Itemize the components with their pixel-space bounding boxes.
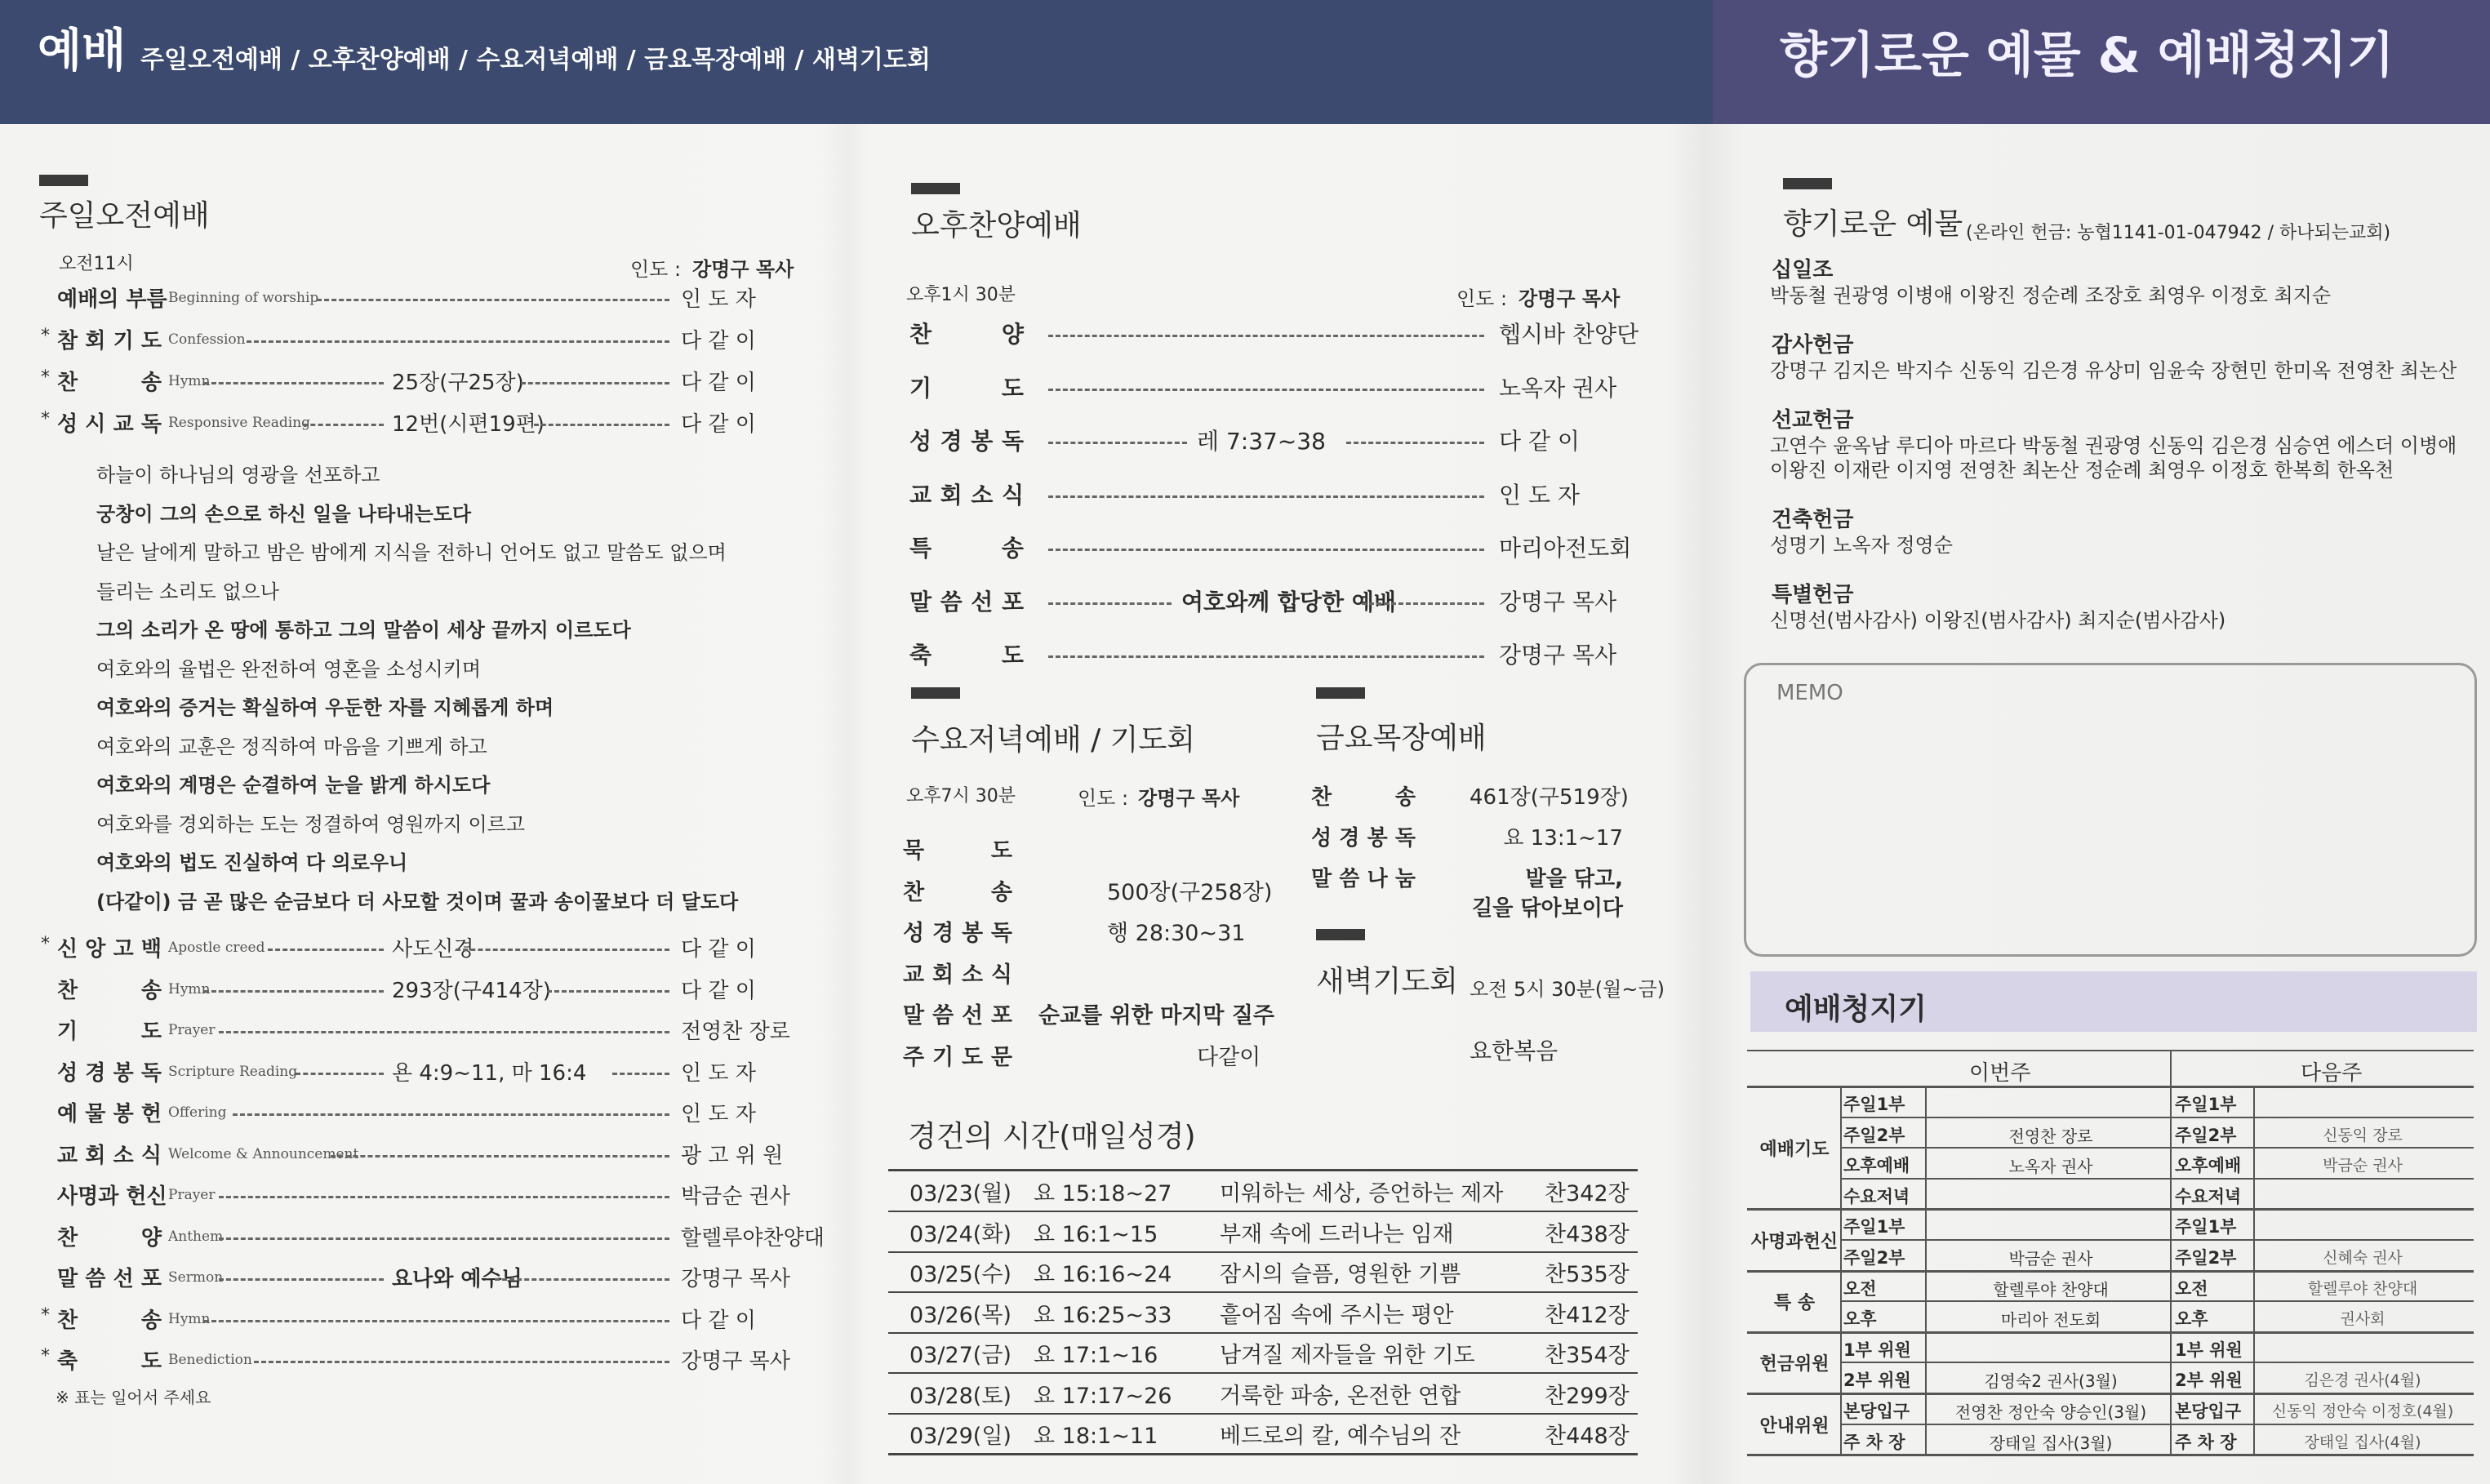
table-rule (1747, 1331, 2474, 1334)
footnote: ※ 표는 일어서 주세요 (56, 1388, 211, 1407)
order-label: 성 경 봉 독 (57, 1060, 162, 1086)
order-label: 기 도 (57, 1020, 162, 1044)
order-label: 교 회 소 식 (909, 481, 1024, 509)
order-person: 인 도 자 (681, 1060, 756, 1086)
memo-box[interactable] (1744, 663, 2477, 957)
table-rule (888, 1332, 1638, 1334)
offering-group-name: 감사헌금 (1772, 333, 1854, 358)
order-label: 성 경 봉 독 (1311, 826, 1416, 851)
steward-next-week: 권사회 (2340, 1310, 2386, 1329)
reading-line: 하늘이 하나님의 영광을 선포하고 (96, 464, 380, 487)
steward-slot: 본당입구 (2175, 1402, 2242, 1421)
order-label: 축 도 (909, 642, 1024, 669)
table-rule (888, 1372, 1638, 1374)
order-label: 주 기 도 문 (903, 1044, 1012, 1070)
steward-next-week: 박금순 권사 (2323, 1157, 2403, 1175)
table-rule (1747, 1208, 2474, 1211)
offering-names: 고연수 윤옥남 루디아 마르다 박동철 권광영 신동익 김은경 심승연 에스더 이병애 (1770, 434, 2457, 457)
order-person: 다 같 이 (681, 978, 756, 1003)
devotion-hymn: 찬412장 (1545, 1302, 1630, 1328)
devotion-hymn: 찬354장 (1545, 1343, 1630, 1368)
star-mark: * (41, 1346, 50, 1366)
reading-line: 여호와의 법도 진실하여 다 의로우니 (96, 851, 408, 874)
steward-slot: 주일1부 (2175, 1217, 2237, 1237)
order-english: Prayer (168, 1187, 216, 1203)
order-label: 축 도 (57, 1349, 162, 1374)
steward-slot: 주일2부 (2175, 1248, 2237, 1268)
leader-dots (296, 1073, 384, 1075)
table-rule (1747, 1270, 2474, 1273)
star-mark: * (41, 409, 50, 429)
table-rule-vertical (2170, 1050, 2172, 1086)
order-detail: 25장(구25장) (392, 371, 524, 395)
offering-names: 성명기 노옥자 정영순 (1770, 534, 1953, 557)
steward-slot: 주 차 장 (1843, 1432, 1905, 1452)
order-detail: 순교를 위한 마지막 질주 (1038, 1003, 1275, 1029)
table-rule (1840, 1117, 2474, 1118)
wednesday-time: 오후7시 30분 (906, 786, 1016, 806)
steward-this-week: 노옥자 권사 (2008, 1157, 2093, 1177)
section-bar (911, 687, 960, 699)
steward-slot: 2부 위원 (2175, 1371, 2243, 1391)
sunday-time: 오전11시 (59, 254, 134, 274)
reading-line: 여호와의 교훈은 정직하여 마음을 기쁘게 하고 (96, 735, 487, 758)
leader-dots (219, 1278, 384, 1281)
steward-group-name: 헌금위원 (1759, 1354, 1830, 1375)
order-label: 묵 도 (903, 838, 1012, 864)
order-label: 찬 양 (909, 321, 1024, 348)
order-detail: 여호와께 합당한 예배 (1181, 588, 1396, 615)
steward-next-week: 장태일 집사(4월) (2304, 1433, 2421, 1451)
steward-this-week: 전영찬 정안숙 양승인(3월) (1954, 1402, 2147, 1422)
leader-dots (204, 382, 384, 384)
reading-line: 그의 소리가 온 땅에 통하고 그의 말씀이 세상 끝까지 이르도다 (96, 619, 631, 642)
order-label: 말 씀 선 포 (903, 1003, 1012, 1029)
order-label: 예배의 부름 (57, 287, 167, 312)
steward-slot: 오후예배 (1843, 1156, 1910, 1176)
sunday-leader-label: 인도 : (630, 258, 682, 281)
leader-dots (219, 1237, 669, 1240)
devotion-ref: 요 18:1~11 (1034, 1424, 1158, 1449)
order-person: 다 같 이 (681, 371, 756, 395)
friday-title: 금요목장예배 (1316, 722, 1487, 755)
order-label: 성 시 교 독 (57, 412, 162, 437)
wednesday-leader: 강명구 목사 (1138, 787, 1240, 810)
devotion-ref: 요 17:17~26 (1034, 1383, 1172, 1409)
order-detail-2: 길을 닦아보이다 (1472, 896, 1623, 921)
leader-dots (1048, 655, 1484, 658)
leader-dots (612, 1073, 669, 1075)
afternoon-title: 오후찬양예배 (911, 209, 1082, 242)
devotion-date: 03/24(화) (909, 1221, 1012, 1247)
devotion-date: 03/25(수) (909, 1262, 1012, 1287)
devotion-date: 03/28(토) (909, 1383, 1012, 1409)
steward-this-week: 박금순 권사 (2008, 1249, 2093, 1269)
leader-dots (1048, 495, 1484, 498)
leader-dots (534, 424, 669, 426)
order-detail: 발을 닦고, (1525, 867, 1623, 891)
steward-next-week: 김은경 권사(4월) (2304, 1371, 2421, 1390)
order-english: Prayer (168, 1022, 216, 1038)
leader-dots (317, 299, 669, 301)
order-english: Responsive Reading (168, 415, 311, 431)
order-english: Hymn (168, 1310, 211, 1327)
leader-dots (219, 1031, 669, 1033)
order-detail: 12번(시편19편) (392, 412, 545, 437)
order-english: Scripture Reading (168, 1063, 298, 1080)
order-english: Benediction (168, 1352, 252, 1368)
order-detail: 요 13:1~17 (1503, 826, 1623, 851)
order-detail: 레 7:37~38 (1197, 428, 1326, 455)
star-mark: * (41, 367, 50, 388)
memo-label: MEMO (1776, 681, 1843, 705)
star-mark: * (41, 934, 50, 954)
leader-dots (495, 1278, 669, 1281)
afternoon-leader-label: 인도 : (1456, 287, 1508, 310)
steward-this-week: 김영숙2 권사(3월) (1984, 1371, 2118, 1392)
leader-dots (268, 949, 384, 951)
sunday-leader: 강명구 목사 (692, 258, 794, 281)
leader-dots (247, 340, 669, 343)
offering-group-name: 특별헌금 (1772, 583, 1854, 607)
table-rule (888, 1413, 1638, 1415)
wednesday-title: 수요저녁예배 / 기도회 (911, 723, 1195, 757)
order-label: 찬 양 (57, 1225, 162, 1251)
order-person: 인 도 자 (681, 287, 756, 312)
steward-group-name: 예배기도 (1759, 1140, 1830, 1161)
steward-slot: 1부 위원 (2175, 1340, 2243, 1360)
devotion-date: 03/27(금) (909, 1343, 1012, 1368)
leader-dots (1048, 442, 1187, 444)
steward-slot: 주 차 장 (2175, 1432, 2237, 1452)
steward-this-week: 할렐루야 찬양대 (1993, 1279, 2109, 1300)
order-label: 기 도 (909, 374, 1024, 402)
table-rule (888, 1169, 1638, 1171)
order-label: 성 경 봉 독 (903, 921, 1012, 946)
steward-slot: 주일1부 (1843, 1217, 1905, 1237)
reading-line: 여호와의 율법은 완전하여 영혼을 소성시키며 (96, 657, 482, 681)
table-rule (1747, 1050, 2474, 1051)
order-detail: 사도신경 (392, 937, 474, 962)
order-english: Apostle creed (168, 940, 265, 956)
devotion-date: 03/26(목) (909, 1302, 1012, 1328)
order-person: 다 같 이 (681, 329, 756, 353)
table-rule-vertical (1925, 1086, 1927, 1454)
reading-line: 여호와를 경외하는 도는 정결하여 영원까지 이르고 (96, 812, 526, 836)
table-rule (888, 1291, 1638, 1293)
devotion-hymn: 찬342장 (1545, 1181, 1630, 1206)
reading-line: 궁창이 그의 손으로 하신 일을 나타내는도다 (96, 502, 472, 526)
devotion-ref: 요 17:1~16 (1034, 1343, 1158, 1368)
offering-group-name: 십일조 (1772, 258, 1834, 282)
table-rule-vertical (2170, 1086, 2172, 1454)
order-person: 전영찬 장로 (681, 1020, 790, 1044)
order-person: 헵시바 찬양단 (1499, 321, 1639, 348)
leader-dots (233, 1113, 669, 1116)
steward-group-name: 사명과헌신 (1750, 1232, 1839, 1252)
section-bar (911, 183, 960, 194)
header-title: 예배 (38, 24, 127, 78)
devotion-topic: 잠시의 슬픔, 영원한 기쁨 (1220, 1262, 1461, 1287)
devotion-ref: 요 16:1~15 (1034, 1221, 1158, 1247)
order-label: 특 송 (909, 535, 1024, 562)
star-mark: * (41, 326, 50, 346)
stewards-col-this: 이번주 (1969, 1061, 2031, 1086)
order-person: 할렐루야찬양대 (681, 1225, 825, 1251)
steward-slot: 오전 (2175, 1278, 2208, 1299)
section-bar (39, 175, 88, 186)
order-label: 예 물 봉 헌 (57, 1102, 162, 1126)
devotion-hymn: 찬448장 (1545, 1424, 1630, 1449)
table-rule (1747, 1393, 2474, 1395)
dawn-title: 새벽기도회 (1316, 965, 1458, 998)
section-bar (1316, 687, 1365, 699)
table-rule (1840, 1178, 2474, 1180)
leader-dots (204, 1320, 669, 1322)
steward-slot: 오후 (1843, 1309, 1877, 1330)
leader-dots (1048, 602, 1172, 605)
table-rule (1840, 1424, 2474, 1425)
order-person: 인 도 자 (1499, 481, 1580, 509)
order-person: 노옥자 권사 (1499, 374, 1617, 402)
steward-group-name: 특 송 (1773, 1293, 1816, 1314)
order-person: 박금순 권사 (681, 1184, 790, 1209)
devotion-topic: 베드로의 칼, 예수님의 잔 (1220, 1424, 1461, 1449)
order-person: 다 같 이 (681, 937, 756, 962)
order-detail: 461장(구519장) (1470, 785, 1629, 810)
steward-slot: 수요저녁 (2175, 1186, 2242, 1206)
steward-next-week: 신동익 장로 (2323, 1126, 2403, 1144)
offering-group-name: 선교헌금 (1772, 408, 1854, 433)
star-mark: * (41, 1304, 50, 1326)
order-english: Confession (168, 331, 246, 348)
leader-dots (331, 1155, 669, 1157)
order-label: 말 씀 선 포 (909, 588, 1024, 615)
steward-slot: 오후 (2175, 1309, 2208, 1330)
leader-dots (547, 990, 669, 993)
order-person: 강명구 목사 (1499, 642, 1617, 669)
steward-slot: 주일2부 (2175, 1125, 2237, 1145)
steward-this-week: 전영찬 장로 (2008, 1126, 2093, 1146)
offering-names: 박동철 권광영 이병애 이왕진 정순례 조장호 최영우 이정호 최지순 (1770, 284, 2331, 307)
devotion-hymn: 찬438장 (1545, 1221, 1630, 1247)
order-label: 참 회 기 도 (57, 329, 162, 353)
order-english: Sermon (168, 1269, 224, 1286)
afternoon-leader: 강명구 목사 (1518, 287, 1621, 310)
stewards-title: 예배청지기 (1785, 993, 1927, 1026)
table-rule (888, 1211, 1638, 1212)
table-rule (1840, 1239, 2474, 1241)
order-detail: 293장(구414장) (392, 978, 551, 1003)
steward-slot: 1부 위원 (1843, 1340, 1911, 1360)
order-person: 다 같 이 (681, 1308, 756, 1333)
wednesday-leader-label: 인도 : (1078, 787, 1129, 810)
reading-line: 여호와의 증거는 확실하여 우둔한 자를 지혜롭게 하며 (96, 696, 554, 719)
order-english: Hymn (168, 980, 211, 997)
steward-group-name: 안내위원 (1759, 1415, 1830, 1437)
order-person: 마리아전도회 (1499, 535, 1632, 562)
table-rule-vertical (1840, 1086, 1842, 1454)
offering-names: 강명구 김지은 박지수 신동익 김은경 유상미 임윤숙 장현민 한미옥 전영찬 최논산 (1770, 359, 2457, 382)
reading-line: (다같이) 금 곧 많은 순금보다 더 사모할 것이며 꿀과 송이꿀보다 더 달도다 (96, 890, 739, 913)
devotion-date: 03/29(일) (909, 1424, 1012, 1449)
table-rule (1747, 1454, 2474, 1456)
steward-slot: 주일1부 (2175, 1095, 2237, 1114)
order-label: 찬 송 (1311, 785, 1416, 810)
devotion-topic: 남겨질 제자들을 위한 기도 (1220, 1343, 1475, 1368)
steward-this-week: 마리아 전도회 (2000, 1310, 2101, 1331)
sunday-title: 주일오전예배 (39, 199, 210, 233)
order-english: Offering (168, 1104, 227, 1121)
steward-slot: 주일2부 (1843, 1125, 1905, 1145)
order-person: 다 같 이 (681, 412, 756, 437)
order-label: 성 경 봉 독 (909, 428, 1024, 455)
table-rule (1747, 1086, 2474, 1088)
order-detail: 욘 4:9~11, 마 16:4 (392, 1060, 587, 1086)
order-detail: 행 28:30~31 (1107, 921, 1246, 946)
order-label: 사명과 헌신 (57, 1184, 167, 1209)
leader-dots (456, 949, 669, 951)
header-right-title: 향기로운 예물 & 예배청지기 (1780, 27, 2394, 84)
devotion-ref: 요 15:18~27 (1034, 1181, 1172, 1206)
table-rule (888, 1453, 1638, 1455)
order-label: 찬 송 (903, 879, 1012, 905)
order-english: Hymn (168, 373, 211, 389)
order-detail: 다같이 (1197, 1044, 1261, 1070)
devotion-ref: 요 16:25~33 (1034, 1302, 1172, 1328)
dawn-time: 오전 5시 30분(월~금) (1470, 978, 1665, 1001)
steward-slot: 수요저녁 (1843, 1186, 1910, 1206)
devotion-topic: 흩어짐 속에 주시는 평안 (1220, 1302, 1454, 1328)
devotion-topic: 부재 속에 드러나는 임재 (1220, 1221, 1454, 1247)
devotion-topic: 미워하는 세상, 증언하는 제자 (1220, 1181, 1504, 1206)
leader-dots (1346, 442, 1484, 444)
order-label: 찬 송 (57, 978, 162, 1003)
table-rule (1840, 1362, 2474, 1363)
order-person: 강명구 목사 (1499, 588, 1617, 615)
order-label: 교 회 소 식 (903, 962, 1012, 988)
steward-this-week: 장태일 집사(3월) (1989, 1433, 2113, 1453)
order-person: 강명구 목사 (681, 1267, 790, 1291)
order-label: 찬 송 (57, 1308, 162, 1333)
leader-dots (1048, 389, 1484, 391)
devotion-hymn: 찬299장 (1545, 1383, 1630, 1409)
steward-slot: 주일2부 (1843, 1248, 1905, 1268)
order-label: 신 앙 고 백 (57, 937, 162, 962)
offering-title: 향기로운 예물 (1783, 207, 1963, 241)
devotion-date: 03/23(월) (909, 1181, 1012, 1206)
order-english: Beginning of worship (168, 290, 319, 306)
table-rule (1840, 1300, 2474, 1302)
leader-dots (1048, 335, 1484, 337)
order-label: 말 씀 나 눔 (1311, 867, 1416, 891)
table-rule (1840, 1147, 2474, 1149)
devotion-title: 경건의 시간(매일성경) (908, 1120, 1196, 1153)
order-english: Anthem (168, 1228, 224, 1245)
order-label: 말 씀 선 포 (57, 1267, 162, 1291)
offering-online: (온라인 헌금: 농협1141-01-047942 / 하나되는교회) (1966, 223, 2391, 243)
leader-dots (1048, 549, 1484, 551)
leader-dots (521, 382, 669, 384)
steward-slot: 본당입구 (1843, 1402, 1910, 1421)
table-rule (888, 1251, 1638, 1253)
order-detail: 요나와 예수님 (392, 1267, 522, 1291)
order-english: Welcome & Announcement (168, 1145, 359, 1162)
table-rule-vertical (2253, 1086, 2255, 1454)
steward-slot: 2부 위원 (1843, 1371, 1911, 1391)
reading-line: 날은 날에게 말하고 밤은 밤에게 지식을 전하니 언어도 없고 말씀도 없으며 (96, 541, 727, 564)
steward-slot: 오후예배 (2175, 1156, 2242, 1176)
devotion-topic: 거룩한 파송, 온전한 연합 (1220, 1383, 1461, 1409)
leader-dots (1362, 602, 1484, 605)
reading-line: 들리는 소리도 없으나 (96, 580, 279, 603)
order-person: 강명구 목사 (681, 1349, 790, 1374)
leader-dots (219, 1196, 669, 1198)
leader-dots (303, 424, 384, 426)
leader-dots (204, 990, 384, 993)
order-detail: 500장(구258장) (1107, 879, 1273, 905)
steward-slot: 오전 (1843, 1278, 1877, 1299)
steward-next-week: 할렐루야 찬양대 (2307, 1279, 2418, 1298)
dawn-text: 요한복음 (1470, 1037, 1558, 1064)
steward-next-week: 신동익 정안숙 이정호(4월) (2271, 1402, 2454, 1420)
section-bar (1316, 929, 1365, 940)
afternoon-time: 오후1시 30분 (906, 285, 1016, 305)
order-label: 찬 송 (57, 371, 162, 395)
steward-next-week: 신혜숙 권사 (2323, 1249, 2403, 1267)
steward-slot: 주일1부 (1843, 1095, 1905, 1114)
devotion-ref: 요 16:16~24 (1034, 1262, 1172, 1287)
order-person: 인 도 자 (681, 1102, 756, 1126)
section-bar (1783, 178, 1832, 189)
leader-dots (254, 1361, 669, 1363)
offering-names: 신명선(범사감사) 이왕진(범사감사) 최지순(범사감사) (1770, 609, 2226, 632)
stewards-col-next: 다음주 (2301, 1061, 2363, 1086)
header-subtitle: 주일오전예배 / 오후찬양예배 / 수요저녁예배 / 금요목장예배 / 새벽기도회 (140, 46, 931, 74)
reading-line: 여호와의 계명은 순결하여 눈을 밝게 하시도다 (96, 774, 491, 797)
devotion-hymn: 찬535장 (1545, 1262, 1630, 1287)
order-person: 광 고 위 원 (681, 1143, 784, 1168)
order-person: 다 같 이 (1499, 428, 1580, 455)
order-label: 교 회 소 식 (57, 1143, 162, 1168)
offering-names: 이왕진 이재란 이지영 전영찬 최논산 정순례 최영우 이정호 한복희 한옥천 (1770, 459, 2394, 482)
offering-group-name: 건축헌금 (1772, 508, 1854, 532)
